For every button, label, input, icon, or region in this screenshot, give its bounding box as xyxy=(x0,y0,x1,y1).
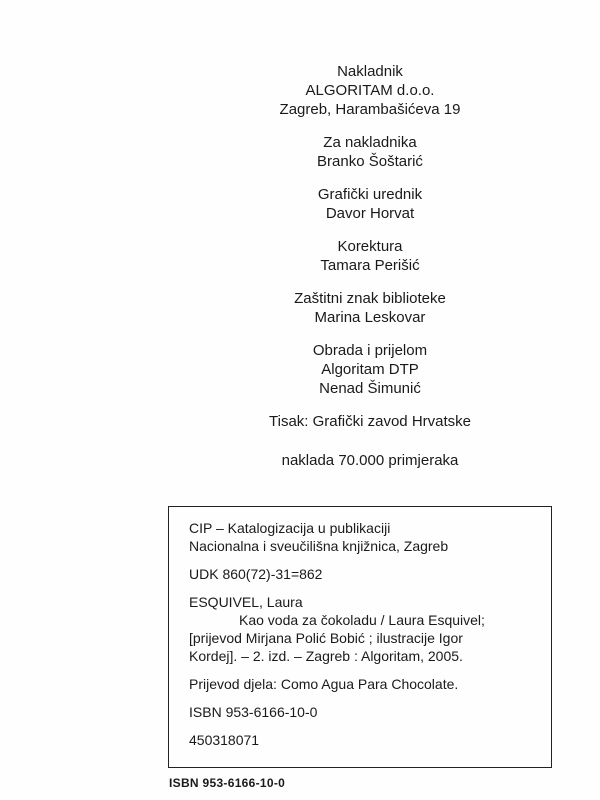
cip-header-line-2: Nacionalna i sveučilišna knjižnica, Zagreb xyxy=(189,538,449,554)
publisher-block xyxy=(200,62,540,119)
cip-entry-line-2: [prijevod Mirjana Polić Bobić ; ilustracije Igor xyxy=(189,630,463,646)
library-logo-block xyxy=(200,289,540,327)
cip-header-line-1: CIP – Katalogizacija u publikaciji xyxy=(189,520,391,536)
cip-isbn-line: ISBN 953-6166-10-0 xyxy=(189,704,318,720)
cip-record-id-line: 450318071 xyxy=(189,732,260,748)
printing-line: Tisak: Grafički zavod Hrvatske xyxy=(269,413,471,430)
cip-udk-line: UDK 860(72)-31=862 xyxy=(189,566,323,582)
typesetting-block xyxy=(200,341,540,398)
printing-block xyxy=(200,412,540,431)
cip-record-box xyxy=(168,506,552,768)
publisher-address: Zagreb, Harambašićeva 19 xyxy=(279,101,461,118)
graphic-editor-name: Davor Horvat xyxy=(325,205,415,222)
proofreading-label: Korektura xyxy=(337,238,403,255)
isbn-footer: ISBN 953-6166-10-0 xyxy=(169,776,286,790)
typesetting-name-1: Algoritam DTP xyxy=(321,361,419,378)
proofreading-block xyxy=(200,237,540,275)
graphic-editor-label: Grafički urednik xyxy=(317,186,423,203)
graphic-editor-block xyxy=(200,185,540,223)
for-publisher-name: Branko Šoštarić xyxy=(317,153,423,170)
library-logo-label: Zaštitni znak biblioteke xyxy=(294,290,446,307)
cip-original-title xyxy=(189,675,541,693)
cip-entry-line-1: Kao voda za čokoladu / Laura Esquivel; xyxy=(239,612,485,628)
typesetting-name-2: Nenad Šimunić xyxy=(319,380,421,397)
publisher-name: ALGORITAM d.o.o. xyxy=(305,82,435,99)
cip-record-id xyxy=(189,731,541,749)
cip-header xyxy=(189,519,541,555)
library-logo-name: Marina Leskovar xyxy=(314,309,426,326)
cip-udk xyxy=(189,565,541,583)
for-publisher-block xyxy=(200,133,540,171)
typesetting-label: Obrada i prijelom xyxy=(312,342,428,359)
print-run-line: naklada 70.000 primjeraka xyxy=(281,452,459,469)
for-publisher-label: Za nakladnika xyxy=(323,134,417,151)
proofreading-name: Tamara Perišić xyxy=(320,257,420,274)
cip-author: ESQUIVEL, Laura xyxy=(189,594,303,610)
cip-entry-line-3: Kordej]. – 2. izd. – Zagreb : Algoritam, 2005. xyxy=(189,648,463,664)
publisher-label: Nakladnik xyxy=(337,63,403,80)
cip-isbn xyxy=(189,703,541,721)
credits-section xyxy=(200,62,540,484)
cip-original-title-line: Prijevod djela: Como Agua Para Chocolate. xyxy=(189,676,459,692)
print-run-block xyxy=(200,451,540,470)
cip-entry xyxy=(189,593,541,665)
